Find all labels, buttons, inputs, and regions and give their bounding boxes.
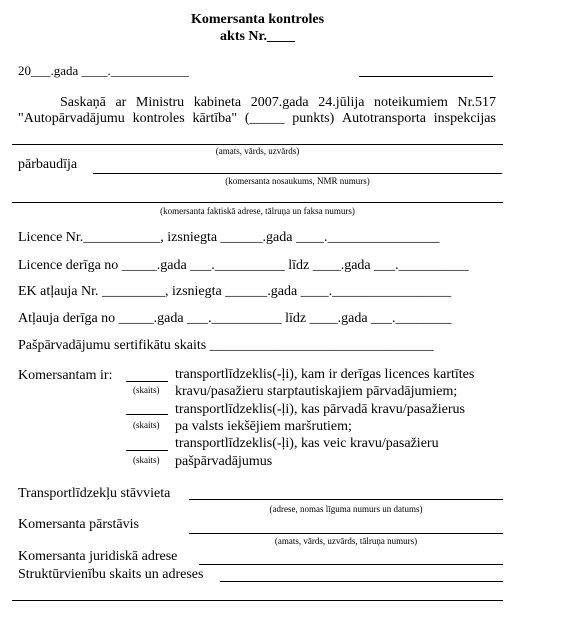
intro-word: Autotransporta xyxy=(342,111,426,126)
representative-label: Komersanta pārstāvis xyxy=(18,517,139,532)
legal-address-label: Komersanta juridiskā adrese xyxy=(18,549,178,564)
inspector-line xyxy=(12,144,503,145)
legal-address-line xyxy=(199,564,503,565)
count-blank xyxy=(126,450,168,451)
vehicle-item-line2: pašpārvadājumus xyxy=(175,454,273,469)
vehicle-item-line1: transportlīdzeklis(-ļi), kam ir derīgas licences kartītes xyxy=(175,367,475,382)
intro-word: ar xyxy=(115,95,127,110)
subunits-label: Struktūrvienību skaits un adreses xyxy=(18,567,204,582)
merchant-name-line xyxy=(93,173,502,174)
intro-word: punkts) xyxy=(292,111,335,126)
certificates-count-field: Pašpārvadājumu sertifikātu skaits ________________________________ xyxy=(18,338,434,353)
representative-caption: (amats, vārds, uzvārds, tālruņa numurs) xyxy=(274,536,418,546)
document-title: Komersanta kontroles xyxy=(190,12,325,27)
merchant-name-caption: (komersanta nosaukums, NMR numurs) xyxy=(225,176,370,186)
inspector-caption: (amats, vārds, uzvārds) xyxy=(215,146,300,156)
merchant-address-caption: (komersanta faktiskā adrese, tālruņa un faksa numurs) xyxy=(160,206,355,216)
intro-word: kabineta xyxy=(193,95,242,110)
intro-word: "Autopārvadājumu xyxy=(18,111,125,126)
subunits-line xyxy=(220,581,503,582)
count-caption: (skaits) xyxy=(133,420,160,430)
vehicle-item-line2: kravu/pasažieru starptautiskajiem pārvadājumiem; xyxy=(175,384,458,399)
vehicle-item-line2: pa valsts iekšējiem maršrutiem; xyxy=(175,419,352,434)
merchant-has-label: Komersantam ir: xyxy=(18,368,113,383)
intro-word: (_____ xyxy=(244,111,285,126)
intro-word: kontroles xyxy=(132,111,185,126)
licence-validity-field: Licence derīga no _____.gada ___.__________ līdz ____.gada ___.__________ xyxy=(18,258,469,273)
parking-caption: (adrese, nomas līguma numurs un datums) xyxy=(269,504,423,514)
intro-word: inspekcijas xyxy=(433,111,496,126)
vehicle-item-line1: transportlīdzeklis(-ļi), kas pārvadā kravu/pasažierus xyxy=(175,402,466,417)
intro-line-1 xyxy=(60,95,496,111)
merchant-address-line xyxy=(12,202,503,203)
parking-line xyxy=(189,499,503,500)
intro-word: 2007.gada xyxy=(250,95,309,110)
act-number: akts Nr.____ xyxy=(220,29,295,44)
signature-place-line xyxy=(359,76,493,77)
date-field: 20___.gada ____.____________ xyxy=(18,63,189,78)
intro-word: noteikumiem xyxy=(374,95,448,110)
count-caption: (skaits) xyxy=(133,385,160,395)
ek-permit-field: EK atļauja Nr. _________, izsniegta ______.gada ____._________________ xyxy=(18,284,452,299)
final-line xyxy=(12,600,503,601)
intro-word: Nr.517 xyxy=(457,95,496,110)
intro-word: Ministru xyxy=(135,95,185,110)
count-caption: (skaits) xyxy=(133,455,160,465)
parking-label: Transportlīdzekļu stāvvieta xyxy=(18,486,171,501)
licence-number-field: Licence Nr.___________, izsniegta ______.gada ____.________________ xyxy=(18,230,440,245)
intro-word: kārtība" xyxy=(192,111,238,126)
checked-label: pārbaudīja xyxy=(18,157,78,172)
intro-word: 24.jūlija xyxy=(318,95,365,110)
count-blank xyxy=(126,381,168,382)
vehicle-item-line1: transportlīdzeklis(-ļi), kas veic kravu/pasažieru xyxy=(175,436,439,451)
count-blank xyxy=(126,414,168,415)
representative-line xyxy=(189,533,503,534)
intro-line-2 xyxy=(18,111,496,127)
permit-validity-field: Atļauja derīga no _____.gada ___.__________ līdz ____.gada ___.________ xyxy=(18,311,452,326)
intro-word: Saskaņā xyxy=(60,95,106,110)
